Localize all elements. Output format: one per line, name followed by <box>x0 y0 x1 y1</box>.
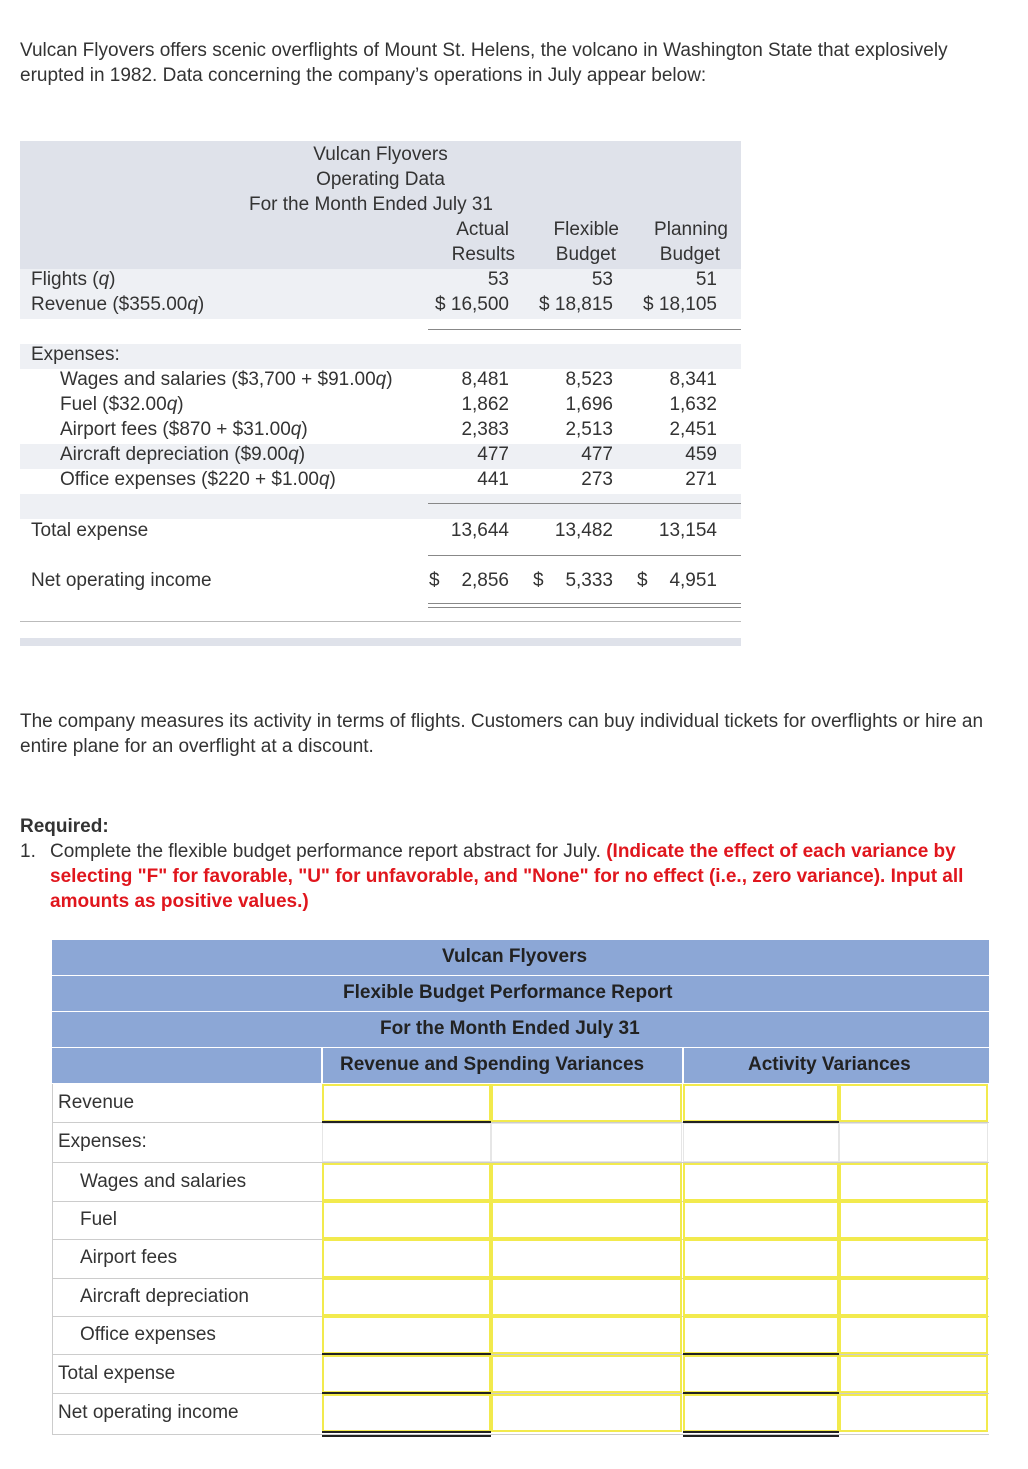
office-flexible: 273 <box>581 469 613 490</box>
total-spending-effect-field[interactable] <box>493 1357 680 1391</box>
report-column-header-row <box>52 1048 989 1084</box>
row-label-revenue: Revenue <box>58 1092 135 1113</box>
expenses-label: Expenses: <box>31 344 120 365</box>
revenue-spending-effect-field[interactable] <box>493 1086 680 1120</box>
depreciation-activity-effect-field[interactable] <box>841 1280 986 1314</box>
total-spending-variance-input[interactable] <box>322 1355 491 1393</box>
row-label-office: Office expenses <box>80 1324 216 1345</box>
flights-planning: 51 <box>695 269 717 290</box>
wages-spending-variance-field[interactable] <box>324 1165 489 1199</box>
expense-label-depreciation: Aircraft depreciation ($9.00q) <box>60 444 306 465</box>
expense-label-wages: Wages and salaries ($3,700 + $91.00q) <box>60 369 393 390</box>
noi-flexible: $ 5,333 <box>533 570 613 591</box>
flights-flexible: 53 <box>591 269 613 290</box>
depreciation-spending-variance-field[interactable] <box>324 1280 489 1314</box>
wages-spending-variance-input[interactable] <box>322 1163 491 1201</box>
required-heading: Required: <box>20 816 109 837</box>
required-number: 1. <box>20 841 36 862</box>
depreciation-activity-variance-field[interactable] <box>685 1280 837 1314</box>
depreciation-spending-effect-input[interactable] <box>491 1278 682 1316</box>
noi-actual: $ 2,856 <box>429 570 509 591</box>
total-activity-variance-field[interactable] <box>685 1357 837 1391</box>
revenue-activity-variance-field[interactable] <box>685 1086 837 1120</box>
activity-measure-paragraph: The company measures its activity in terms of flights. Customers can buy individual tickets for overflights or hire an entire plane for an overflight at a discount. <box>20 711 984 757</box>
depreciation-spending-effect-field[interactable] <box>493 1280 680 1314</box>
revenue-planning: $ 18,105 <box>643 294 717 315</box>
table-bottom-bar <box>20 638 741 646</box>
noi-actual-dollar: $ <box>429 570 440 591</box>
row-label-wages: Wages and salaries <box>80 1171 247 1192</box>
total-spending-effect-input[interactable] <box>491 1355 682 1393</box>
required-instruction: (Indicate the effect of each variance by selecting "F" for favorable, "U" for unfavorable, and "None" for no effect (i.e., zero variance). Input all amounts as positive values.) <box>50 841 964 912</box>
report-row-depreciation <box>52 1278 989 1317</box>
flights-label: Flights (q) <box>31 269 116 290</box>
op-subtitle: Operating Data <box>316 169 445 190</box>
op-title: Vulcan Flyovers <box>313 144 448 165</box>
col-header-actual-1: Actual <box>456 219 509 240</box>
noi-flexible-dollar: $ <box>533 570 544 591</box>
airport-spending-effect-input[interactable] <box>491 1239 682 1278</box>
wages-flexible: 8,523 <box>565 369 613 390</box>
noi-spending-effect-field[interactable] <box>493 1396 680 1430</box>
report-row-wages <box>52 1163 989 1202</box>
fuel-planning: 1,632 <box>669 394 717 415</box>
report-row-airport <box>52 1239 989 1279</box>
noi-activity-effect-input[interactable] <box>839 1394 988 1432</box>
total-spending-variance-field[interactable] <box>324 1357 489 1391</box>
noi-planning-dollar: $ <box>637 570 648 591</box>
wages-activity-effect-field[interactable] <box>841 1165 986 1199</box>
report-row-office <box>52 1316 989 1355</box>
total-activity-effect-field[interactable] <box>841 1357 986 1391</box>
wages-actual: 8,481 <box>461 369 509 390</box>
noi-label: Net operating income <box>31 570 212 591</box>
depreciation-actual: 477 <box>477 444 509 465</box>
depreciation-activity-variance-input[interactable] <box>683 1278 839 1316</box>
noi-activity-effect-field[interactable] <box>841 1396 986 1430</box>
col-header-activity: Activity Variances <box>748 1054 911 1075</box>
office-spending-effect-input[interactable] <box>491 1316 682 1354</box>
fuel-spending-variance-field[interactable] <box>324 1203 489 1237</box>
intro-paragraph: Vulcan Flyovers offers scenic overflights of Mount St. Helens, the volcano in Washington State that explosively erupted in 1982. Data concerning the company’s operations in July appear below: <box>20 40 948 86</box>
col-header-flexible-2: Budget <box>555 244 616 265</box>
col-header-flexible-1: Flexible <box>553 219 619 240</box>
airport-spending-effect-field[interactable] <box>493 1241 680 1276</box>
depreciation-planning: 459 <box>685 444 717 465</box>
airport-activity-variance-field[interactable] <box>685 1241 837 1276</box>
fuel-activity-variance-input[interactable] <box>683 1201 839 1239</box>
total-expense-label: Total expense <box>31 520 149 541</box>
airport-activity-variance-input[interactable] <box>683 1239 839 1278</box>
wages-spending-effect-field[interactable] <box>493 1165 680 1199</box>
airport-activity-effect-input[interactable] <box>839 1239 988 1278</box>
total-flexible: 13,482 <box>554 520 613 541</box>
airport-planning: 2,451 <box>669 419 717 440</box>
fuel-spending-effect-field[interactable] <box>493 1203 680 1237</box>
depreciation-flexible: 477 <box>581 444 613 465</box>
wages-activity-variance-field[interactable] <box>685 1165 837 1199</box>
office-planning: 271 <box>685 469 717 490</box>
revenue-actual: $ 16,500 <box>435 294 509 315</box>
office-activity-variance-field[interactable] <box>685 1318 837 1352</box>
report-subtitle-row <box>52 976 989 1012</box>
col-header-revenue-spending: Revenue and Spending Variances <box>340 1054 645 1075</box>
col-header-actual-2: Results <box>451 244 515 265</box>
col-header-planning-2: Budget <box>659 244 720 265</box>
operating-data-table <box>20 141 741 646</box>
total-activity-effect-input[interactable] <box>839 1355 988 1393</box>
report-row-expenses <box>52 1123 989 1163</box>
noi-planning: $ 4,951 <box>637 570 717 591</box>
row-label-depreciation: Aircraft depreciation <box>80 1286 249 1307</box>
noi-activity-variance-input[interactable] <box>683 1394 839 1432</box>
op-period: For the Month Ended July 31 <box>249 194 493 215</box>
fuel-flexible: 1,696 <box>565 394 613 415</box>
revenue-spending-variance-field[interactable] <box>324 1086 489 1120</box>
depreciation-activity-effect-input[interactable] <box>839 1278 988 1316</box>
col-header-planning-1: Planning <box>654 219 728 240</box>
report-row-revenue <box>52 1084 989 1123</box>
report-period: For the Month Ended July 31 <box>380 1018 640 1039</box>
depreciation-spending-variance-input[interactable] <box>322 1278 491 1316</box>
expense-label-office: Office expenses ($220 + $1.00q) <box>60 469 336 490</box>
required-item-1 <box>20 839 1010 914</box>
noi-spending-effect-input[interactable] <box>491 1394 682 1432</box>
revenue-spending-effect-input[interactable] <box>491 1084 682 1122</box>
office-spending-variance-input[interactable] <box>322 1316 491 1354</box>
report-period-row <box>52 1012 989 1048</box>
revenue-activity-variance-input[interactable] <box>683 1084 839 1122</box>
revenue-activity-effect-input[interactable] <box>839 1084 988 1122</box>
total-planning: 13,154 <box>658 520 717 541</box>
report-title-row <box>52 940 989 976</box>
fuel-spending-variance-input[interactable] <box>322 1201 491 1239</box>
row-label-airport: Airport fees <box>80 1247 178 1268</box>
revenue-activity-effect-field[interactable] <box>841 1086 986 1120</box>
office-activity-effect-input[interactable] <box>839 1316 988 1354</box>
row-label-fuel: Fuel <box>80 1209 117 1230</box>
total-actual: 13,644 <box>450 520 509 541</box>
report-subtitle: Flexible Budget Performance Report <box>343 982 673 1003</box>
airport-actual: 2,383 <box>461 419 509 440</box>
office-activity-variance-input[interactable] <box>683 1316 839 1354</box>
office-spending-variance-field[interactable] <box>324 1318 489 1352</box>
total-activity-variance-input[interactable] <box>683 1355 839 1393</box>
wages-activity-variance-input[interactable] <box>683 1163 839 1201</box>
office-actual: 441 <box>477 469 509 490</box>
report-row-noi <box>52 1394 989 1434</box>
office-spending-effect-field[interactable] <box>493 1318 680 1352</box>
revenue-label: Revenue ($355.00q) <box>31 294 205 315</box>
report-row-fuel <box>52 1201 989 1240</box>
required-section <box>20 814 1010 914</box>
revenue-spending-variance-input[interactable] <box>322 1084 491 1122</box>
flights-actual: 53 <box>487 269 509 290</box>
airport-activity-effect-field[interactable] <box>841 1241 986 1276</box>
fuel-activity-effect-input[interactable] <box>839 1201 988 1239</box>
row-label-total: Total expense <box>58 1363 176 1384</box>
report-title: Vulcan Flyovers <box>442 946 588 967</box>
report-row-total <box>52 1355 989 1394</box>
noi-activity-variance-field[interactable] <box>685 1396 837 1430</box>
revenue-flexible: $ 18,815 <box>539 294 613 315</box>
fuel-spending-effect-input[interactable] <box>491 1201 682 1239</box>
required-text: Complete the flexible budget performance report abstract for July. <box>50 841 601 862</box>
airport-flexible: 2,513 <box>565 419 613 440</box>
airport-spending-variance-input[interactable] <box>322 1239 491 1278</box>
wages-spending-effect-input[interactable] <box>491 1163 682 1201</box>
fuel-actual: 1,862 <box>461 394 509 415</box>
expense-label-fuel: Fuel ($32.00q) <box>60 394 184 415</box>
wages-activity-effect-input[interactable] <box>839 1163 988 1201</box>
expense-label-airport: Airport fees ($870 + $31.00q) <box>60 419 308 440</box>
airport-spending-variance-field[interactable] <box>324 1241 489 1276</box>
noi-spending-variance-field[interactable] <box>324 1396 489 1430</box>
row-label-noi: Net operating income <box>58 1402 239 1423</box>
fuel-activity-effect-field[interactable] <box>841 1203 986 1237</box>
wages-planning: 8,341 <box>669 369 717 390</box>
row-label-expenses: Expenses: <box>58 1131 147 1152</box>
fuel-activity-variance-field[interactable] <box>685 1203 837 1237</box>
office-activity-effect-field[interactable] <box>841 1318 986 1352</box>
noi-spending-variance-input[interactable] <box>322 1394 491 1432</box>
